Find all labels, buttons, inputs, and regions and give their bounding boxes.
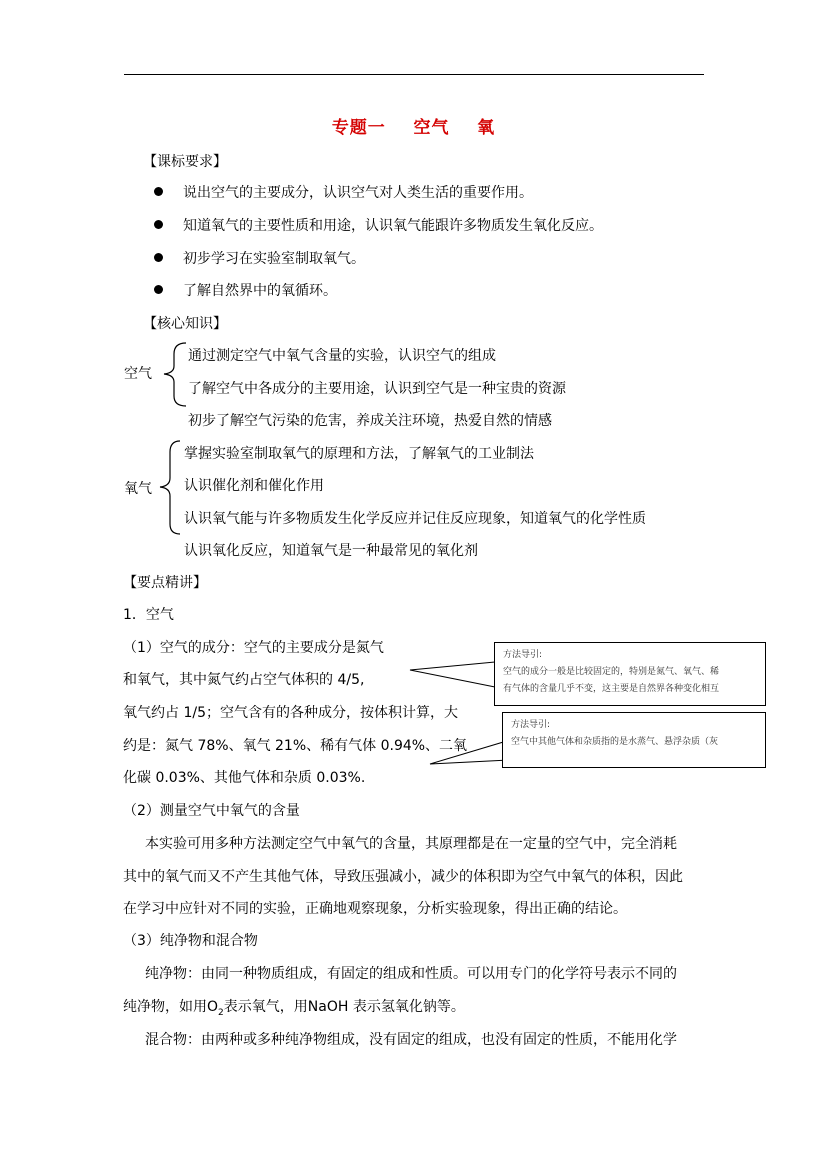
bullet-icon	[154, 220, 163, 229]
core-oxygen-item: 掌握实验室制取氧气的原理和方法，了解氧气的工业制法	[184, 446, 534, 462]
pure-line	[123, 996, 465, 1018]
brace-icon	[156, 438, 184, 538]
requirement-item: 说出空气的主要成分，认识空气对人类生活的重要作用。	[183, 185, 533, 201]
pure-line-part: 纯净物，如用O	[123, 999, 219, 1015]
section-core-heading: 【核心知识】	[143, 316, 227, 332]
core-air-item: 了解空气中各成分的主要用途，认识到空气是一种宝贵的资源	[188, 381, 566, 397]
page-title: 专题一 空气 氧	[331, 118, 496, 138]
measure-heading: （2）测量空气中氧气的含量	[123, 803, 300, 819]
callout-line: 空气中其他气体和杂质指的是水蒸气、悬浮杂质（灰	[511, 737, 719, 747]
measure-line: 在学习中应针对不同的实验，正确地观察现象，分析实验现象，得出正确的结论。	[123, 901, 627, 917]
callout-label: 方法导引:	[503, 650, 543, 660]
composition-line: 约是：氮气 78%、氧气 21%、稀有气体 0.94%、二氧	[123, 738, 468, 754]
core-oxygen-item: 认识催化剂和催化作用	[184, 478, 324, 494]
composition-heading: （1）空气的成分：空气的主要成分是氮气	[123, 640, 384, 656]
composition-line: 化碳 0.03%、其他气体和杂质 0.03%.	[123, 770, 366, 786]
bullet-icon	[154, 253, 163, 262]
pure-line: 纯净物：由同一种物质组成，有固定的组成和性质。可以用专门的化学符号表示不同的	[145, 966, 677, 982]
callout-line: 有气体的含量几乎不变，这主要是自然界各种变化相互	[503, 684, 720, 694]
composition-line: 和氧气，其中氮气约占空气体积的 4/5,	[123, 672, 365, 688]
pure-heading: （3）纯净物和混合物	[123, 933, 258, 949]
section-key-points-heading: 【要点精讲】	[123, 575, 207, 591]
requirement-item: 知道氧气的主要性质和用途，认识氧气能跟许多物质发生氧化反应。	[183, 218, 603, 234]
subscript: 2	[218, 1007, 224, 1018]
bullet-icon	[154, 187, 163, 196]
core-oxygen-label: 氧气	[124, 481, 152, 497]
core-oxygen-item: 认识氧化反应，知道氧气是一种最常见的氧化剂	[184, 543, 478, 559]
header-rule	[124, 74, 704, 75]
core-air-item: 初步了解空气污染的危害，养成关注环境，热爱自然的情感	[188, 413, 552, 429]
pure-line-part: 表示氧气，用NaOH 表示氢氧化钠等。	[223, 999, 465, 1015]
callout-line: 空气的成分一般是比较固定的，特别是氮气、氧气、稀	[503, 667, 720, 677]
method-guide-callout	[502, 712, 766, 768]
core-air-label: 空气	[124, 366, 152, 382]
core-air-item: 通过测定空气中氧气含量的实验，认识空气的组成	[188, 348, 496, 364]
measure-line: 本实验可用多种方法测定空气中氧气的含量，其原理都是在一定量的空气中，完全消耗	[145, 836, 677, 852]
callout-label: 方法导引:	[511, 720, 551, 730]
section-requirements-heading: 【课标要求】	[143, 154, 227, 170]
measure-line: 其中的氧气而又不产生其他气体，导致压强减小，减少的体积即为空气中氧气的体积，因此	[123, 869, 683, 885]
brace-icon	[160, 340, 190, 410]
mixture-line: 混合物：由两种或多种纯净物组成，没有固定的组成，也没有固定的性质，不能用化学	[145, 1032, 677, 1048]
method-guide-callout	[494, 642, 766, 706]
requirement-item: 初步学习在实验室制取氧气。	[183, 251, 365, 267]
bullet-icon	[154, 285, 163, 294]
core-oxygen-item: 认识氧气能与许多物质发生化学反应并记住反应现象，知道氧气的化学性质	[184, 511, 646, 527]
requirement-item: 了解自然界中的氧循环。	[183, 283, 337, 299]
air-heading: 1．空气	[123, 607, 174, 623]
composition-line: 氧气约占 1/5；空气含有的各种成分，按体积计算，大	[123, 705, 458, 721]
